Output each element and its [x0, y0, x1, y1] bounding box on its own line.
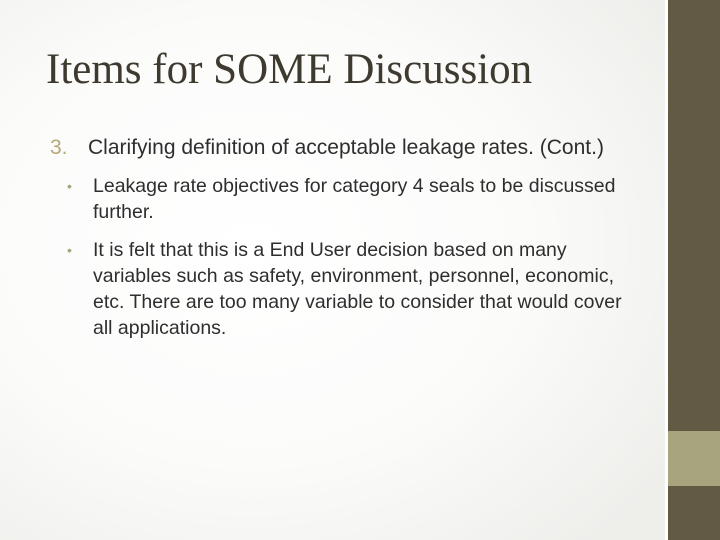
sub-bullet-text: It is felt that this is a End User decision based on many variables such as safety, environment, personnel, economic, etc. There are too many variable to consider that would cover all applications.: [93, 239, 622, 339]
item-text: Clarifying definition of acceptable leakage rates. (Cont.): [88, 136, 604, 159]
sub-bullet: [65, 237, 635, 341]
numbered-item: [50, 133, 635, 163]
item-number: 3.: [50, 136, 68, 159]
bullet-icon: •: [67, 178, 72, 194]
slide-body: [50, 133, 635, 341]
sub-bullet: [65, 173, 635, 225]
side-accent-block: [668, 431, 720, 486]
bullet-icon: •: [67, 242, 72, 258]
sub-bullet-text: Leakage rate objectives for category 4 seals to be discussed further.: [93, 175, 616, 223]
slide-title: Items for SOME Discussion: [46, 46, 533, 93]
